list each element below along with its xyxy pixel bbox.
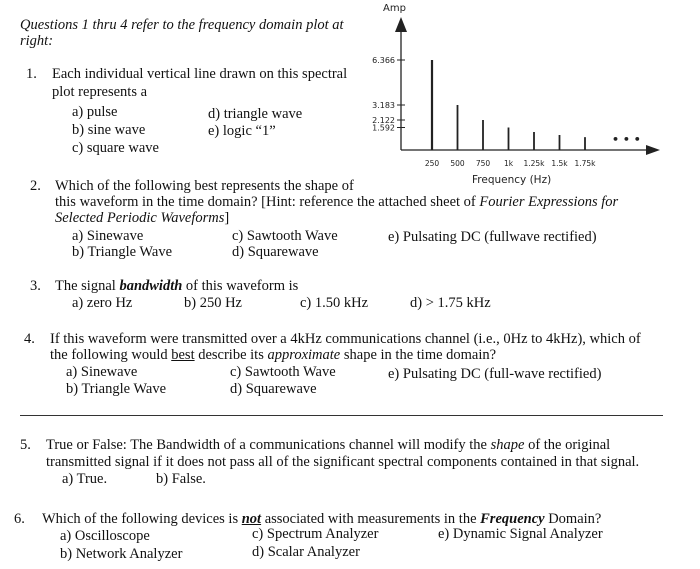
x-tick-label: 1.5k: [551, 159, 568, 168]
x-tick-label: 750: [475, 159, 491, 168]
q1-option-e[interactable]: e) logic “1”: [208, 123, 276, 139]
q1-text-line-1: Each individual vertical line drawn on this spectral: [52, 66, 348, 82]
q2-text-line-1: Which of the following best represents the shape of: [55, 178, 354, 194]
q2-number: 2.: [30, 178, 41, 194]
q3-option-c[interactable]: c) 1.50 kHz: [300, 295, 369, 311]
q1-text-line-2: plot represents a: [52, 84, 148, 100]
q6-option-d[interactable]: d) Scalar Analyzer: [252, 544, 360, 560]
q5-text-line-1: True or False: The Bandwidth of a communications channel will modify the shape of the original: [46, 437, 611, 453]
q5-text-line-2: transmitted signal if it does not pass all of the significant spectral components contained in that signal.: [46, 454, 640, 470]
q2-option-b[interactable]: b) Triangle Wave: [72, 244, 173, 260]
y-axis-arrowhead: [395, 17, 407, 32]
instructions-line-1: Questions 1 thru 4 refer to the frequency domain plot at: [20, 17, 344, 33]
q1-option-b[interactable]: b) sine wave: [72, 122, 146, 138]
y-tick-label: 2.122: [372, 116, 395, 125]
q4-option-a[interactable]: a) Sinewave: [66, 364, 138, 380]
q1-option-d[interactable]: d) triangle wave: [208, 106, 303, 122]
q2-text-line-2: this waveform in the time domain? [Hint: reference the attached sheet of Fourier Expressions for: [55, 194, 619, 210]
q6-option-c[interactable]: c) Spectrum Analyzer: [252, 526, 379, 542]
q6-option-e[interactable]: e) Dynamic Signal Analyzer: [438, 526, 603, 542]
q4-option-c[interactable]: c) Sawtooth Wave: [230, 364, 336, 380]
q3-option-a[interactable]: a) zero Hz: [72, 295, 133, 311]
section-divider: [20, 415, 663, 416]
x-tick-label: 250: [424, 159, 440, 168]
x-tick-label: 1.25k: [523, 159, 545, 168]
q6-option-a[interactable]: a) Oscilloscope: [60, 528, 150, 544]
q1-option-a[interactable]: a) pulse: [72, 104, 118, 120]
q2-option-d[interactable]: d) Squarewave: [232, 244, 319, 260]
q3-option-b[interactable]: b) 250 Hz: [184, 295, 242, 311]
x-tick-label: 1.75k: [574, 159, 596, 168]
q4-number: 4.: [24, 331, 35, 347]
q4-option-b[interactable]: b) Triangle Wave: [66, 381, 167, 397]
continuation-dots: • • •: [612, 133, 641, 146]
q6-text: Which of the following devices is not associated with measurements in the Frequency Domain?: [42, 511, 602, 527]
x-axis-arrowhead: [646, 145, 660, 155]
q6-number: 6.: [14, 511, 25, 527]
y-axis-label: Amp: [383, 3, 406, 14]
q4-text-line-2: the following would best describe its approximate shape in the time domain?: [50, 347, 497, 363]
q4-option-d[interactable]: d) Squarewave: [230, 381, 317, 397]
y-tick-label: 3.183: [372, 101, 395, 110]
q6-option-b[interactable]: b) Network Analyzer: [60, 546, 183, 562]
frequency-spectrum-plot: [340, 0, 670, 195]
y-tick-label: 1.592: [372, 123, 395, 133]
q5-option-a[interactable]: a) True.: [62, 471, 108, 487]
x-tick-label: 500: [450, 159, 465, 168]
q2-option-c[interactable]: c) Sawtooth Wave: [232, 228, 338, 244]
x-tick-label: 1k: [503, 159, 514, 168]
q5-number: 5.: [20, 437, 31, 453]
y-tick-label: 6.366: [372, 56, 395, 65]
q3-option-d[interactable]: d) > 1.75 kHz: [410, 295, 491, 311]
q3-number: 3.: [30, 278, 41, 294]
q1-number: 1.: [26, 66, 37, 82]
q5-option-b[interactable]: b) False.: [156, 471, 206, 487]
q4-text-line-1: If this waveform were transmitted over a 4kHz communications channel (i.e., 0Hz to 4kHz), which of: [50, 331, 641, 347]
instructions-line-2: right:: [20, 33, 54, 49]
x-axis-label: Frequency (Hz): [472, 174, 552, 186]
q2-option-e[interactable]: e) Pulsating DC (fullwave rectified): [388, 229, 597, 245]
q3-text: The signal bandwidth of this waveform is: [55, 278, 299, 294]
q1-option-c[interactable]: c) square wave: [72, 140, 159, 156]
q2-text-line-3: Selected Periodic Waveforms]: [55, 210, 230, 226]
q2-option-a[interactable]: a) Sinewave: [72, 228, 144, 244]
q4-option-e[interactable]: e) Pulsating DC (full-wave rectified): [388, 366, 602, 382]
